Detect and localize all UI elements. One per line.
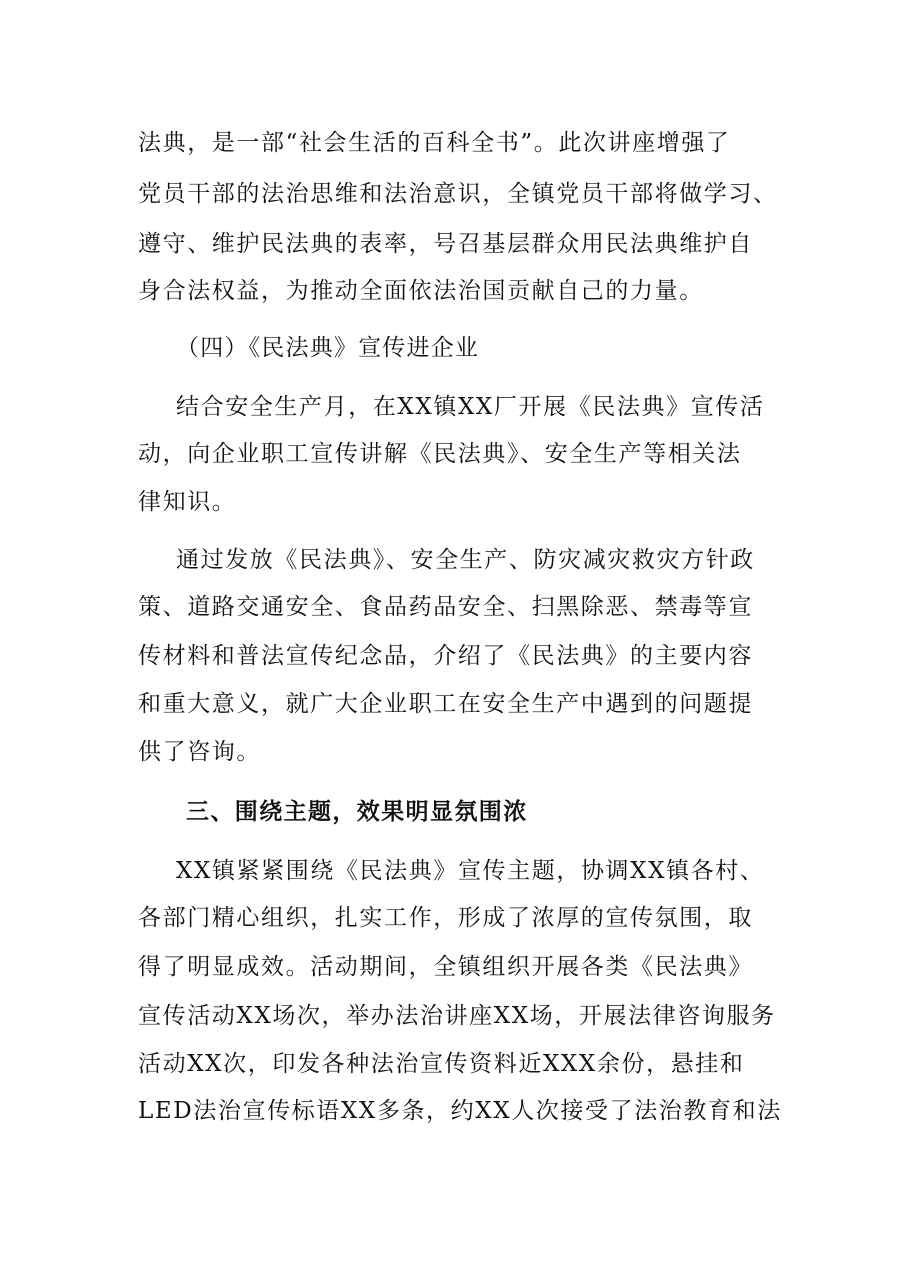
paragraph-line: 法典，是一部“社会生活的百科全书”。此次讲座增强了 <box>138 130 731 156</box>
section-heading: 三、围绕主题，效果明显氛围浓 <box>186 799 528 825</box>
paragraph-line: 各部门精心组织，扎实工作，形成了浓厚的宣传氛围，取 <box>138 905 753 931</box>
paragraph-line: 策、道路交通安全、食品药品安全、扫黑除恶、禁毒等宣 <box>138 594 753 620</box>
paragraph-line: 动，向企业职工宣传讲解《民法典》、安全生产等相关法 <box>138 441 742 467</box>
paragraph-line: 结合安全生产月，在XX镇XX厂开展《民法典》宣传活 <box>176 394 765 420</box>
paragraph-line: 宣传活动XX场次，举办法治讲座XX场，开展法律咨询服务 <box>138 1003 776 1029</box>
paragraph-line: XX镇紧紧围绕《民法典》宣传主题，协调XX镇各村、 <box>176 858 765 884</box>
paragraph-line: LED法治宣传标语XX多条，约XX人次接受了法治教育和法 <box>138 1098 782 1124</box>
paragraph-line: 通过发放《民法典》、安全生产、防灾减灾救灾方针政 <box>176 547 755 573</box>
paragraph-line: 党员干部的法治思维和法治意识，全镇党员干部将做学习、 <box>138 181 778 207</box>
paragraph-line: 身合法权益，为推动全面依法治国贡献自己的力量。 <box>138 278 704 304</box>
paragraph-line: 活动XX次，印发各种法治宣传资料近XXX余份，悬挂和 <box>138 1051 745 1077</box>
paragraph-line: 传材料和普法宣传纪念品，介绍了《民法典》的主要内容 <box>138 643 753 669</box>
paragraph-line: 遵守、维护民法典的表率，号召基层群众用民法典维护自 <box>138 231 753 257</box>
paragraph-line: 律知识。 <box>138 489 237 515</box>
paragraph-line: 得了明显成效。活动期间，全镇组织开展各类《民法典》 <box>138 954 753 980</box>
section-subheading: （四）《民法典》宣传进企业 <box>176 335 480 361</box>
paragraph-line: 供了咨询。 <box>138 739 261 765</box>
paragraph-line: 和重大意义，就广大企业职工在安全生产中遇到的问题提 <box>138 691 753 717</box>
